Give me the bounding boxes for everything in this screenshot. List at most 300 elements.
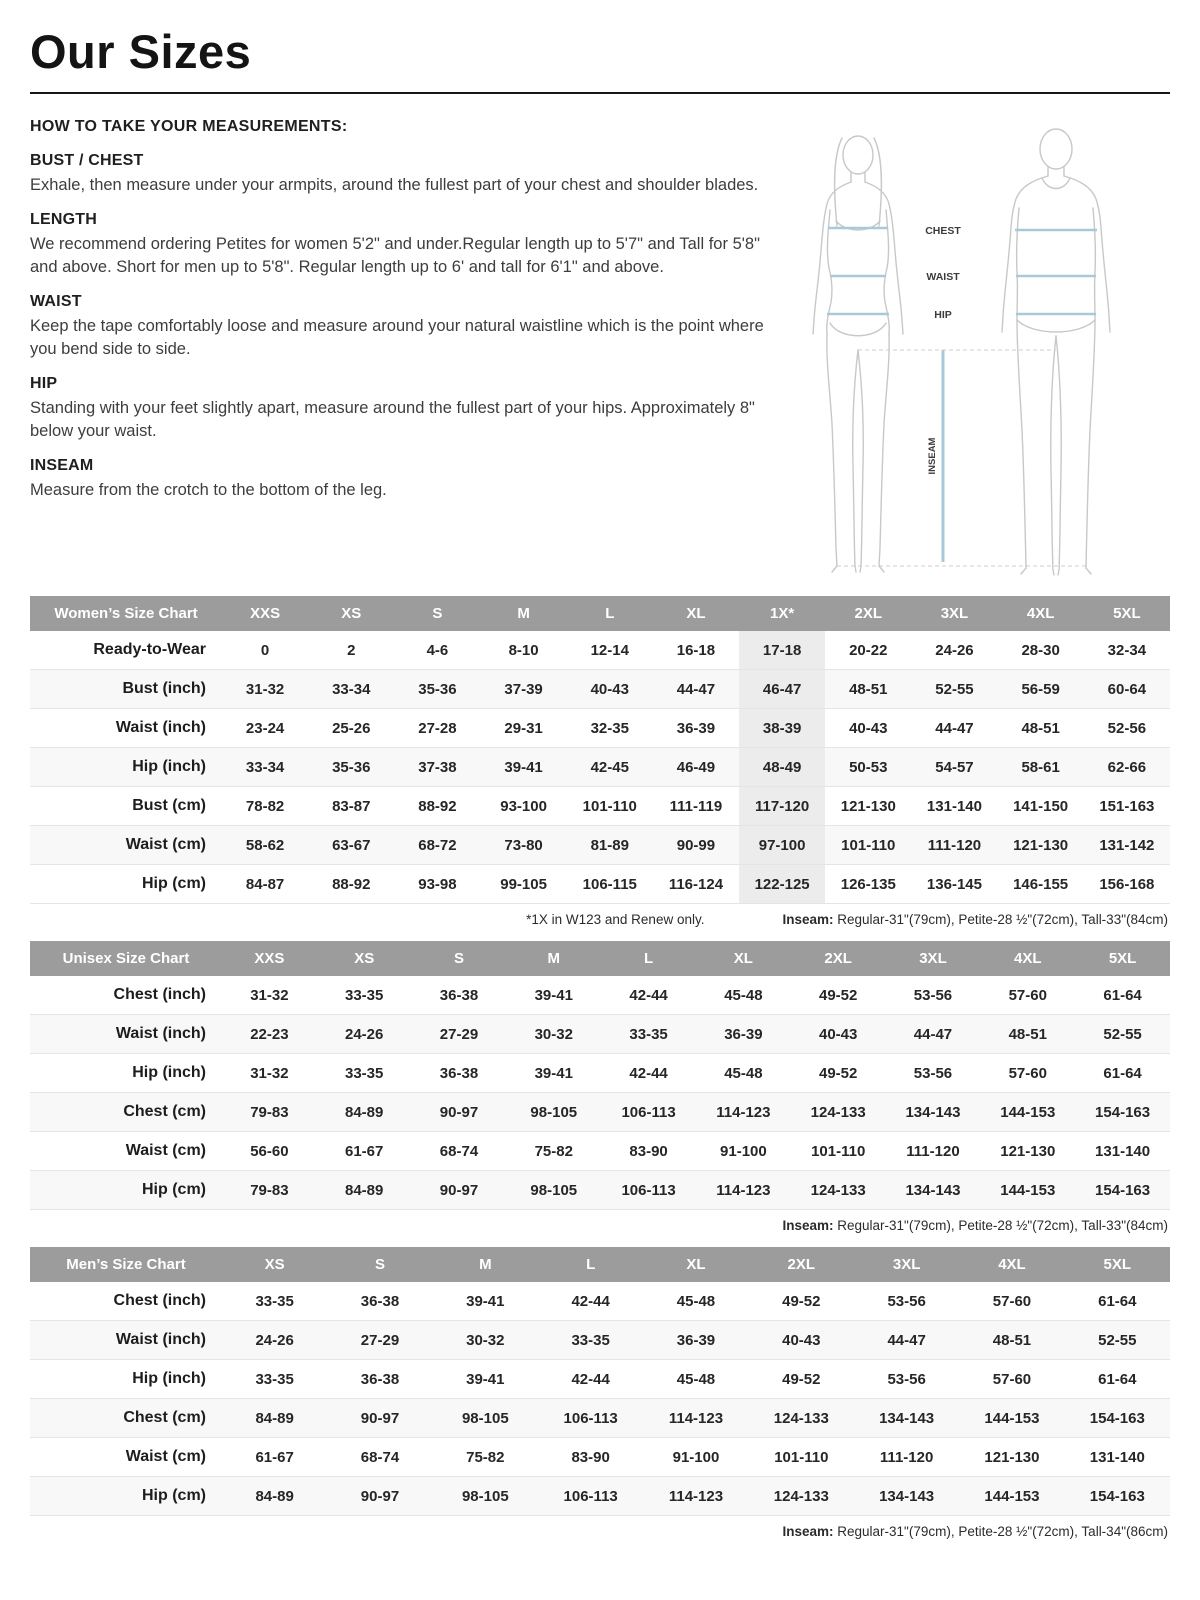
table-row [30, 1171, 1170, 1210]
size-value-cell: 60-64 [1107, 680, 1147, 698]
size-value-cell: 31-32 [245, 680, 285, 698]
size-value-cell: 75-82 [534, 1142, 573, 1160]
size-value-cell: 154-163 [1095, 1181, 1151, 1199]
asterisk-note: *1X in W123 and Renew only. [526, 912, 705, 927]
size-value-cell: 36-39 [676, 719, 716, 737]
inseam-label: INSEAM [927, 437, 938, 475]
size-value-cell: 31-32 [250, 1064, 289, 1082]
size-value-cell: 144-153 [1000, 1103, 1056, 1121]
size-value-cell: 2 [347, 641, 356, 659]
size-value-cell: 91-100 [720, 1142, 767, 1160]
size-value-cell: 39-41 [504, 758, 543, 776]
size-value-cell: 40-43 [590, 680, 629, 698]
section-body: We recommend ordering Petites for women 5'2" and under.Regular length up to 5'7" and Tall for 5'8" and above. Short for men up to 5'8". Regular length up to 6' and tall for 6'1" and above. [30, 235, 760, 276]
size-value-cell: 114-123 [668, 1487, 724, 1505]
size-value-cell: 73-80 [504, 836, 543, 854]
size-value-cell: 32-35 [590, 719, 629, 737]
size-value-cell: 114-123 [668, 1409, 724, 1427]
size-value-cell: 37-39 [504, 680, 543, 698]
column-header-5xl: 5XL [1065, 1247, 1170, 1282]
table-footnotes [30, 1516, 1170, 1541]
table-row [30, 1477, 1170, 1516]
unisex-size-chart [30, 941, 1170, 1235]
size-value-cell: 49-52 [782, 1370, 821, 1388]
male-figure [1002, 129, 1110, 575]
size-value-cell: 24-26 [255, 1331, 294, 1349]
size-value-cell: 49-52 [782, 1292, 821, 1310]
size-value-cell: 131-142 [1099, 836, 1155, 854]
size-value-cell: 52-55 [1098, 1331, 1137, 1349]
size-value-cell: 154-163 [1089, 1487, 1145, 1505]
size-value-cell: 46-49 [676, 758, 716, 776]
size-value-cell: 46-47 [739, 670, 825, 709]
size-value-cell: 93-98 [418, 875, 457, 893]
size-value-cell: 131-140 [1089, 1448, 1145, 1466]
size-value-cell: 45-48 [724, 986, 763, 1004]
size-value-cell: 134-143 [905, 1103, 961, 1121]
size-value-cell: 40-43 [849, 719, 888, 737]
row-label: Waist (inch) [115, 1331, 206, 1348]
waist-label: WAIST [926, 271, 960, 283]
table-footnotes [30, 1210, 1170, 1235]
section-length [30, 211, 764, 278]
table-row [30, 1399, 1170, 1438]
column-header-2xl: 2XL [825, 596, 911, 631]
size-value-cell: 25-26 [332, 719, 371, 737]
size-value-cell: 49-52 [818, 986, 858, 1004]
title-divider [30, 92, 1170, 94]
column-header-3xl: 3XL [911, 596, 997, 631]
size-value-cell: 68-72 [418, 836, 457, 854]
size-value-cell: 61-64 [1103, 986, 1142, 1004]
size-value-cell: 57-60 [992, 1370, 1032, 1388]
column-header-xxs: XXS [222, 596, 308, 631]
size-value-cell: 106-115 [582, 875, 637, 893]
section-body: Keep the tape comfortably loose and measure around your natural waistline which is the point where you bend side to side. [30, 317, 764, 358]
size-value-cell: 75-82 [466, 1448, 505, 1466]
measurement-lines [827, 228, 1097, 562]
size-value-cell: 134-143 [879, 1409, 935, 1427]
size-value-cell: 79-83 [250, 1181, 289, 1199]
size-value-cell: 12-14 [590, 641, 629, 659]
size-value-cell: 84-87 [245, 875, 285, 893]
size-value-cell: 54-57 [935, 758, 974, 776]
table-row [30, 1282, 1170, 1321]
size-value-cell: 90-97 [360, 1487, 400, 1505]
size-value-cell: 144-153 [984, 1409, 1040, 1427]
size-value-cell: 106-113 [621, 1181, 676, 1199]
size-value-cell: 114-123 [716, 1181, 771, 1199]
size-value-cell: 44-47 [887, 1331, 926, 1349]
row-label: Hip (cm) [142, 1181, 206, 1198]
section-body: Measure from the crotch to the bottom of the leg. [30, 481, 387, 500]
table-row [30, 1360, 1170, 1399]
section-title: LENGTH [30, 211, 97, 229]
womens-chart-title: Women’s Size Chart [30, 596, 222, 631]
column-header-1x: 1X* [739, 596, 825, 631]
size-value-cell: 38-39 [739, 709, 825, 748]
inseam-note: Inseam: Regular-31"(79cm), Petite-28 ½"(72cm), Tall-33"(84cm) [782, 912, 1168, 927]
size-value-cell: 36-38 [439, 986, 479, 1004]
column-header-2xl: 2XL [749, 1247, 854, 1282]
size-value-cell: 33-35 [629, 1025, 668, 1043]
size-value-cell: 146-155 [1013, 875, 1069, 893]
section-body: Exhale, then measure under your armpits, around the fullest part of your chest and shoulder blades. [30, 176, 759, 194]
size-value-cell: 111-119 [669, 797, 723, 815]
size-value-cell: 121-130 [1013, 836, 1069, 854]
table-row [30, 1093, 1170, 1132]
size-value-cell: 8-10 [508, 641, 539, 659]
female-figure [813, 136, 903, 572]
row-label: Chest (inch) [113, 1292, 206, 1309]
size-value-cell: 37-38 [418, 758, 457, 776]
size-value-cell: 156-168 [1099, 875, 1155, 893]
inseam-note: Inseam: Regular-31"(79cm), Petite-28 ½"(72cm), Tall-34"(86cm) [782, 1524, 1168, 1539]
size-value-cell: 32-34 [1107, 641, 1147, 659]
section-inseam [30, 457, 764, 501]
size-value-cell: 53-56 [887, 1292, 926, 1310]
section-title: HIP [30, 375, 58, 393]
size-value-cell: 83-87 [332, 797, 371, 815]
size-value-cell: 81-89 [590, 836, 629, 854]
size-value-cell: 39-41 [534, 986, 573, 1004]
size-value-cell: 124-133 [773, 1409, 829, 1427]
size-value-cell: 16-18 [676, 641, 716, 659]
size-value-cell: 106-113 [563, 1487, 618, 1505]
size-value-cell: 52-55 [935, 680, 974, 698]
size-value-cell: 101-110 [841, 836, 896, 854]
size-value-cell: 131-140 [1095, 1142, 1151, 1160]
size-value-cell: 121-130 [984, 1448, 1040, 1466]
header-row [30, 1247, 1170, 1282]
mens-size-chart [30, 1247, 1170, 1541]
size-value-cell: 4-6 [426, 641, 449, 659]
size-value-cell: 58-62 [245, 836, 285, 854]
size-value-cell: 90-97 [360, 1409, 400, 1427]
row-label: Hip (inch) [132, 1370, 206, 1387]
size-value-cell: 27-28 [418, 719, 457, 737]
column-header-m: M [481, 596, 567, 631]
size-value-cell: 90-97 [439, 1181, 479, 1199]
instructions-heading: HOW TO TAKE YOUR MEASUREMENTS: [30, 118, 348, 135]
size-value-cell: 79-83 [250, 1103, 289, 1121]
row-label: Chest (inch) [113, 986, 206, 1003]
measurement-instructions [30, 118, 778, 517]
column-header-l: L [538, 1247, 643, 1282]
table-row [30, 1015, 1170, 1054]
header-row [30, 941, 1170, 976]
size-value-cell: 20-22 [849, 641, 888, 659]
size-value-cell: 98-105 [530, 1181, 578, 1199]
size-value-cell: 93-100 [500, 797, 547, 815]
column-header-5xl: 5XL [1084, 596, 1170, 631]
size-value-cell: 57-60 [1008, 1064, 1047, 1082]
size-value-cell: 154-163 [1089, 1409, 1145, 1427]
column-header-4xl: 4XL [998, 596, 1084, 631]
size-value-cell: 22-23 [250, 1025, 289, 1043]
section-title: WAIST [30, 293, 82, 311]
column-header-s: S [412, 941, 507, 976]
size-value-cell: 90-99 [676, 836, 716, 854]
size-value-cell: 90-97 [439, 1103, 479, 1121]
row-label: Chest (cm) [123, 1103, 206, 1120]
size-value-cell: 98-105 [530, 1103, 578, 1121]
size-value-cell: 48-51 [1021, 719, 1060, 737]
size-value-cell: 154-163 [1095, 1103, 1151, 1121]
row-label: Waist (inch) [115, 1025, 206, 1042]
table-row [30, 709, 1170, 748]
size-value-cell: 97-100 [739, 826, 825, 865]
row-label: Chest (cm) [123, 1409, 206, 1426]
measurement-diagram [778, 118, 1166, 580]
size-value-cell: 111-120 [879, 1448, 934, 1466]
table-row [30, 631, 1170, 670]
size-value-cell: 124-133 [810, 1103, 866, 1121]
size-value-cell: 48-51 [849, 680, 888, 698]
row-label: Waist (inch) [115, 719, 206, 736]
size-value-cell: 57-60 [992, 1292, 1032, 1310]
body-measurement-illustration [778, 118, 1166, 580]
size-value-cell: 124-133 [773, 1487, 829, 1505]
inseam-note: Inseam: Regular-31"(79cm), Petite-28 ½"(72cm), Tall-33"(84cm) [782, 1218, 1168, 1233]
size-value-cell: 134-143 [905, 1181, 961, 1199]
size-value-cell: 30-32 [534, 1025, 573, 1043]
size-value-cell: 61-64 [1098, 1370, 1137, 1388]
womens-size-chart [30, 596, 1170, 929]
size-value-cell: 44-47 [676, 680, 716, 698]
section-bust-chest [30, 152, 764, 196]
size-value-cell: 141-150 [1013, 797, 1069, 815]
row-label: Ready-to-Wear [93, 641, 206, 658]
size-value-cell: 131-140 [926, 797, 982, 815]
size-value-cell: 57-60 [1008, 986, 1047, 1004]
size-value-cell: 68-74 [360, 1448, 400, 1466]
size-value-cell: 23-24 [245, 719, 285, 737]
column-header-xxs: XXS [222, 941, 317, 976]
size-value-cell: 68-74 [439, 1142, 479, 1160]
size-value-cell: 101-110 [582, 797, 637, 815]
column-header-s: S [394, 596, 480, 631]
column-header-xl: XL [653, 596, 739, 631]
column-header-xl: XL [696, 941, 791, 976]
size-value-cell: 24-26 [935, 641, 974, 659]
size-value-cell: 52-56 [1107, 719, 1147, 737]
column-header-xs: XS [308, 596, 394, 631]
row-label: Waist (cm) [125, 1448, 206, 1465]
size-value-cell: 27-29 [439, 1025, 479, 1043]
row-label: Hip (cm) [142, 875, 206, 892]
size-value-cell: 28-30 [1021, 641, 1060, 659]
row-label: Waist (cm) [125, 836, 206, 853]
size-value-cell: 36-38 [439, 1064, 479, 1082]
size-value-cell: 42-44 [629, 986, 668, 1004]
mens-size-table [30, 1247, 1170, 1516]
size-value-cell: 33-34 [332, 680, 371, 698]
size-value-cell: 61-67 [255, 1448, 294, 1466]
size-value-cell: 78-82 [245, 797, 285, 815]
section-hip [30, 375, 764, 442]
section-body: Standing with your feet slightly apart, measure around the fullest part of your hips. Approximately 8" below your waist. [30, 399, 755, 440]
size-value-cell: 45-48 [724, 1064, 763, 1082]
size-value-cell: 40-43 [782, 1331, 821, 1349]
size-value-cell: 106-113 [563, 1409, 618, 1427]
section-title: INSEAM [30, 457, 94, 475]
size-value-cell: 88-92 [418, 797, 457, 815]
size-value-cell: 44-47 [935, 719, 974, 737]
column-header-3xl: 3XL [886, 941, 981, 976]
size-value-cell: 49-52 [818, 1064, 858, 1082]
size-value-cell: 58-61 [1021, 758, 1060, 776]
size-value-cell: 84-89 [345, 1103, 384, 1121]
size-value-cell: 101-110 [811, 1142, 866, 1160]
size-value-cell: 56-59 [1021, 680, 1060, 698]
table-row [30, 1438, 1170, 1477]
size-value-cell: 121-130 [840, 797, 896, 815]
size-value-cell: 61-67 [345, 1142, 384, 1160]
size-value-cell: 33-35 [345, 1064, 384, 1082]
column-header-2xl: 2XL [791, 941, 886, 976]
size-value-cell: 53-56 [913, 1064, 953, 1082]
size-value-cell: 39-41 [534, 1064, 573, 1082]
size-value-cell: 84-89 [255, 1409, 294, 1427]
top-section [30, 118, 1170, 580]
size-value-cell: 121-130 [1000, 1142, 1056, 1160]
size-value-cell: 144-153 [984, 1487, 1040, 1505]
row-label: Hip (inch) [132, 758, 206, 775]
size-value-cell: 91-100 [672, 1448, 720, 1466]
column-header-l: L [601, 941, 696, 976]
table-row [30, 976, 1170, 1015]
size-value-cell: 36-39 [676, 1331, 716, 1349]
column-header-xl: XL [643, 1247, 748, 1282]
column-header-4xl: 4XL [980, 941, 1075, 976]
row-label: Waist (cm) [125, 1142, 206, 1159]
size-value-cell: 35-36 [418, 680, 457, 698]
size-value-cell: 17-18 [739, 631, 825, 670]
size-value-cell: 63-67 [332, 836, 371, 854]
size-value-cell: 124-133 [810, 1181, 866, 1199]
size-value-cell: 45-48 [676, 1370, 716, 1388]
unisex-size-table [30, 941, 1170, 1210]
section-title: BUST / CHEST [30, 152, 144, 169]
size-value-cell: 53-56 [887, 1370, 926, 1388]
hip-label: HIP [934, 309, 952, 321]
size-value-cell: 106-113 [621, 1103, 676, 1121]
column-header-s: S [327, 1247, 432, 1282]
size-charts [30, 596, 1170, 1541]
table-row [30, 748, 1170, 787]
row-label: Hip (inch) [132, 1064, 206, 1081]
size-value-cell: 52-55 [1103, 1025, 1142, 1043]
size-value-cell: 44-47 [913, 1025, 953, 1043]
size-value-cell: 144-153 [1000, 1181, 1056, 1199]
size-value-cell: 50-53 [849, 758, 888, 776]
section-waist [30, 293, 764, 360]
size-value-cell: 111-120 [927, 836, 982, 854]
row-label: Hip (cm) [142, 1487, 206, 1504]
size-value-cell: 117-120 [739, 787, 825, 826]
size-value-cell: 29-31 [504, 719, 543, 737]
size-value-cell: 33-35 [571, 1331, 610, 1349]
size-value-cell: 36-39 [724, 1025, 763, 1043]
row-label: Bust (cm) [132, 797, 206, 814]
size-value-cell: 33-35 [255, 1292, 294, 1310]
column-header-4xl: 4XL [959, 1247, 1064, 1282]
size-value-cell: 151-163 [1099, 797, 1155, 815]
size-value-cell: 98-105 [461, 1487, 509, 1505]
column-header-3xl: 3XL [854, 1247, 959, 1282]
size-value-cell: 84-89 [255, 1487, 294, 1505]
page-title: Our Sizes [30, 25, 252, 78]
table-row [30, 865, 1170, 904]
table-row [30, 787, 1170, 826]
size-value-cell: 42-44 [629, 1064, 668, 1082]
size-value-cell: 53-56 [913, 986, 953, 1004]
size-value-cell: 83-90 [571, 1448, 610, 1466]
size-value-cell: 27-29 [360, 1331, 400, 1349]
column-header-m: M [506, 941, 601, 976]
size-value-cell: 42-45 [590, 758, 629, 776]
size-value-cell: 56-60 [250, 1142, 289, 1160]
size-value-cell: 101-110 [774, 1448, 829, 1466]
size-value-cell: 30-32 [466, 1331, 505, 1349]
table-row [30, 1054, 1170, 1093]
size-value-cell: 48-49 [739, 748, 825, 787]
row-label: Bust (inch) [122, 680, 206, 697]
column-header-l: L [567, 596, 653, 631]
size-value-cell: 136-145 [926, 875, 982, 893]
size-value-cell: 84-89 [345, 1181, 384, 1199]
size-value-cell: 33-34 [245, 758, 285, 776]
chest-label: CHEST [925, 225, 961, 237]
table-row [30, 1321, 1170, 1360]
size-value-cell: 62-66 [1107, 758, 1147, 776]
size-value-cell: 31-32 [250, 986, 289, 1004]
column-header-5xl: 5XL [1075, 941, 1170, 976]
size-value-cell: 39-41 [466, 1292, 505, 1310]
unisex-chart-title: Unisex Size Chart [30, 941, 222, 976]
size-value-cell: 83-90 [629, 1142, 668, 1160]
column-header-m: M [433, 1247, 538, 1282]
size-value-cell: 40-43 [818, 1025, 858, 1043]
size-value-cell: 88-92 [332, 875, 371, 893]
size-value-cell: 61-64 [1098, 1292, 1137, 1310]
mens-chart-title: Men’s Size Chart [30, 1247, 222, 1282]
size-value-cell: 45-48 [676, 1292, 716, 1310]
table-row [30, 1132, 1170, 1171]
header-row [30, 596, 1170, 631]
size-value-cell: 99-105 [500, 875, 547, 893]
size-value-cell: 134-143 [879, 1487, 935, 1505]
size-value-cell: 0 [260, 641, 270, 659]
size-value-cell: 61-64 [1103, 1064, 1142, 1082]
table-row [30, 826, 1170, 865]
size-value-cell: 48-51 [992, 1331, 1032, 1349]
size-value-cell: 126-135 [840, 875, 896, 893]
size-value-cell: 36-38 [360, 1292, 400, 1310]
column-header-xs: XS [317, 941, 412, 976]
size-value-cell: 39-41 [466, 1370, 505, 1388]
table-footnotes [30, 904, 1170, 929]
size-value-cell: 42-44 [571, 1370, 610, 1388]
table-row [30, 670, 1170, 709]
size-value-cell: 111-120 [906, 1142, 960, 1160]
size-value-cell: 33-35 [345, 986, 384, 1004]
size-value-cell: 42-44 [571, 1292, 610, 1310]
size-value-cell: 33-35 [255, 1370, 294, 1388]
size-value-cell: 24-26 [345, 1025, 384, 1043]
size-value-cell: 116-124 [668, 875, 724, 893]
